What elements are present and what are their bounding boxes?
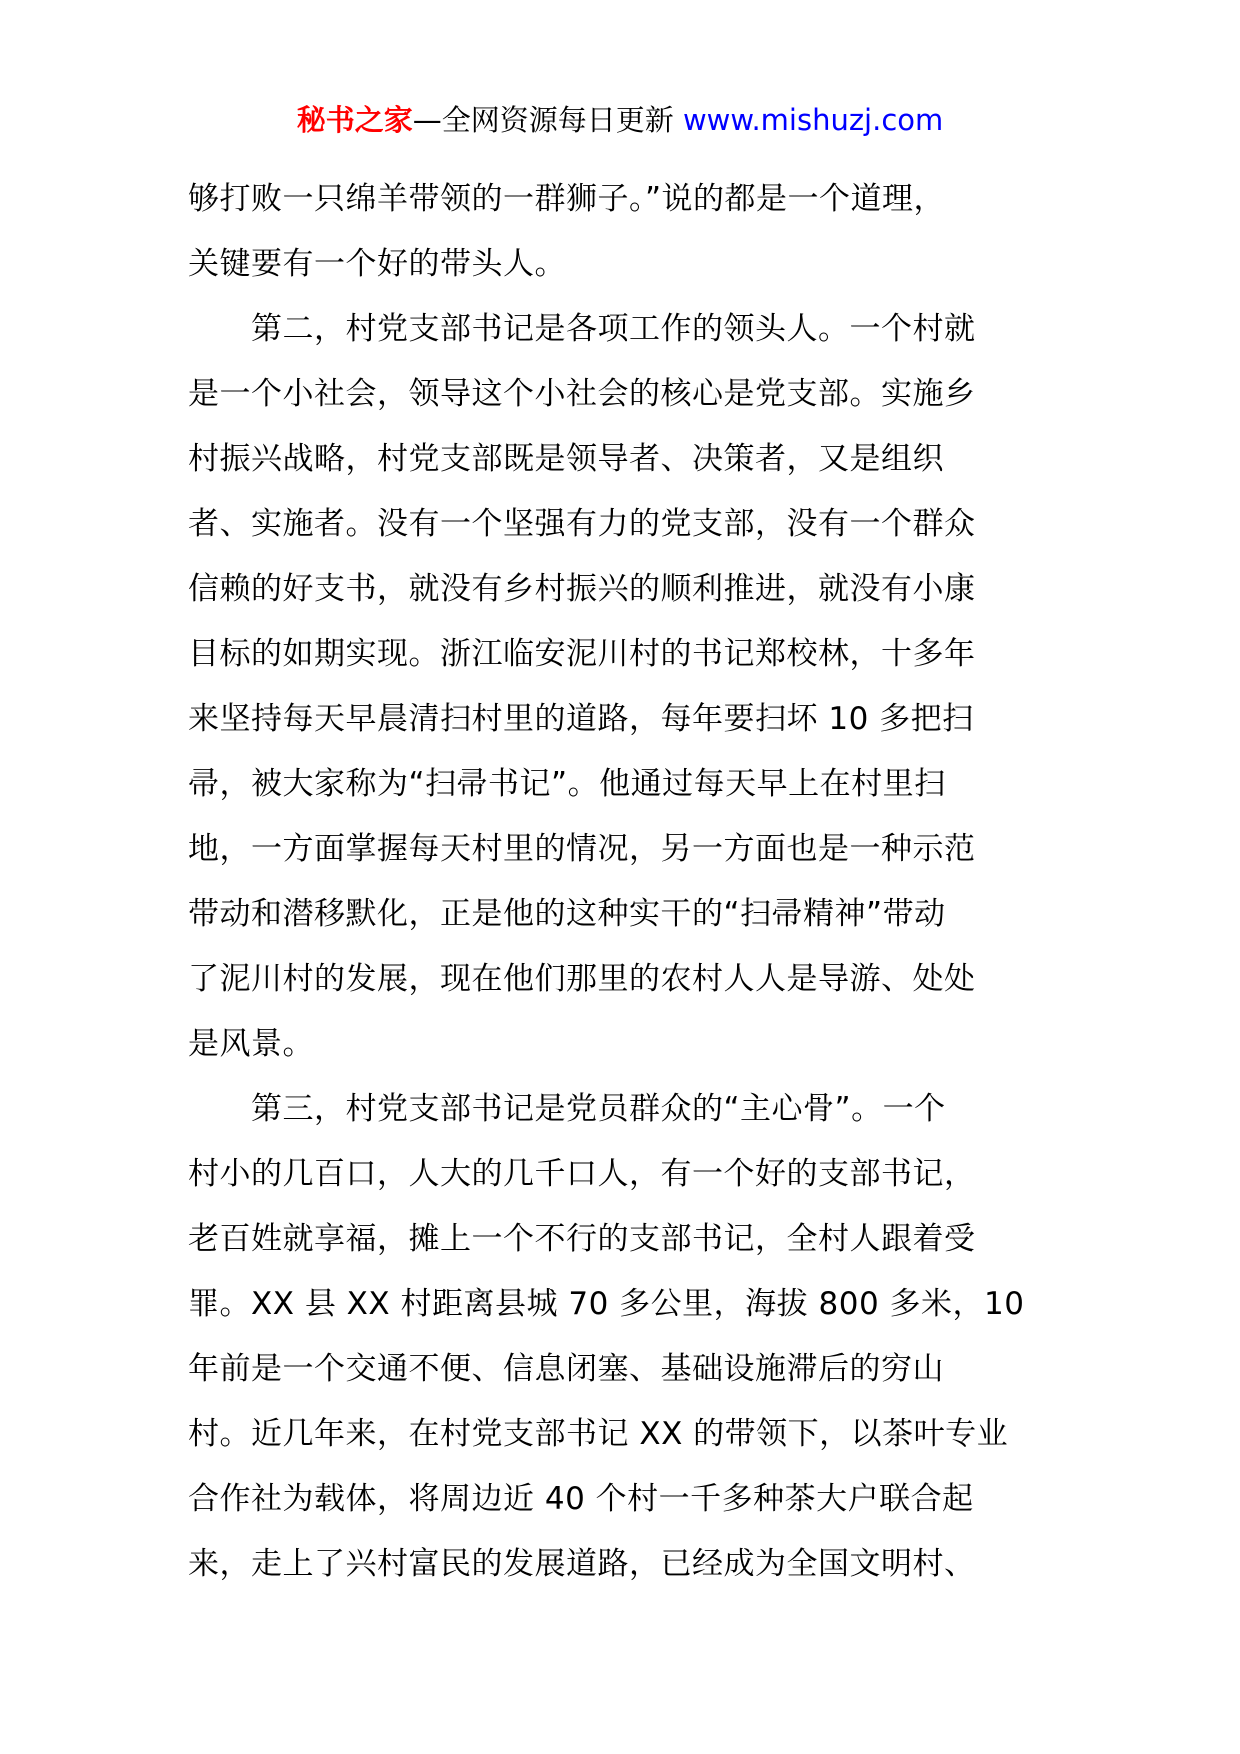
text-line: 地，一方面掌握每天村里的情况，另一方面也是一种示范 <box>188 831 976 867</box>
text-line: 目标的如期实现。浙江临安泥川村的书记郑校林，十多年 <box>188 636 976 672</box>
text-line: 信赖的好支书，就没有乡村振兴的顺利推进，就没有小康 <box>188 571 976 607</box>
text-line: 合作社为载体，将周边近 40 个村一千多种茶大户联合起 <box>188 1481 974 1517</box>
text-line: 够打败一只绵羊带领的一群狮子。”说的都是一个道理， <box>188 181 946 217</box>
text-line: 是一个小社会，领导这个小社会的核心是党支部。实施乡 <box>188 376 976 412</box>
text-line: 第二，村党支部书记是各项工作的领头人。一个村就 <box>188 311 976 347</box>
text-line: 关键要有一个好的带头人。 <box>188 246 566 282</box>
text-line: 村振兴战略，村党支部既是领导者、决策者，又是组织 <box>188 441 944 477</box>
text-line: 来坚持每天早晨清扫村里的道路，每年要扫坏 10 多把扫 <box>188 701 974 737</box>
text-line: 带动和潜移默化，正是他的这种实干的“扫帚精神”带动 <box>188 896 946 932</box>
site-url-link[interactable]: www.mishuzj.com <box>682 103 944 137</box>
header-tagline: —全网资源每日更新 <box>412 103 674 137</box>
text-line: 村小的几百口，人大的几千口人，有一个好的支部书记， <box>188 1156 976 1192</box>
text-line: 帚，被大家称为“扫帚书记”。他通过每天早上在村里扫 <box>188 766 946 802</box>
text-line: 村。近几年来，在村党支部书记 XX 的带领下，以茶叶专业 <box>188 1416 1009 1452</box>
site-brand: 秘书之家 <box>296 103 413 137</box>
text-line: 了泥川村的发展，现在他们那里的农村人人是导游、处处 <box>188 961 976 997</box>
text-line: 者、实施者。没有一个坚强有力的党支部，没有一个群众 <box>188 506 976 542</box>
text-line: 是风景。 <box>188 1026 314 1062</box>
text-line: 来，走上了兴村富民的发展道路，已经成为全国文明村、 <box>188 1546 976 1582</box>
text-line: 第三，村党支部书记是党员群众的“主心骨”。一个 <box>188 1091 946 1127</box>
text-line: 罪。XX 县 XX 村距离县城 70 多公里，海拔 800 多米，10 <box>188 1286 1025 1322</box>
body-text <box>188 167 1064 1597</box>
page-header <box>0 100 1240 140</box>
text-line: 年前是一个交通不便、信息闭塞、基础设施滞后的穷山 <box>188 1351 944 1387</box>
text-line: 老百姓就享福，摊上一个不行的支部书记，全村人跟着受 <box>188 1221 976 1257</box>
